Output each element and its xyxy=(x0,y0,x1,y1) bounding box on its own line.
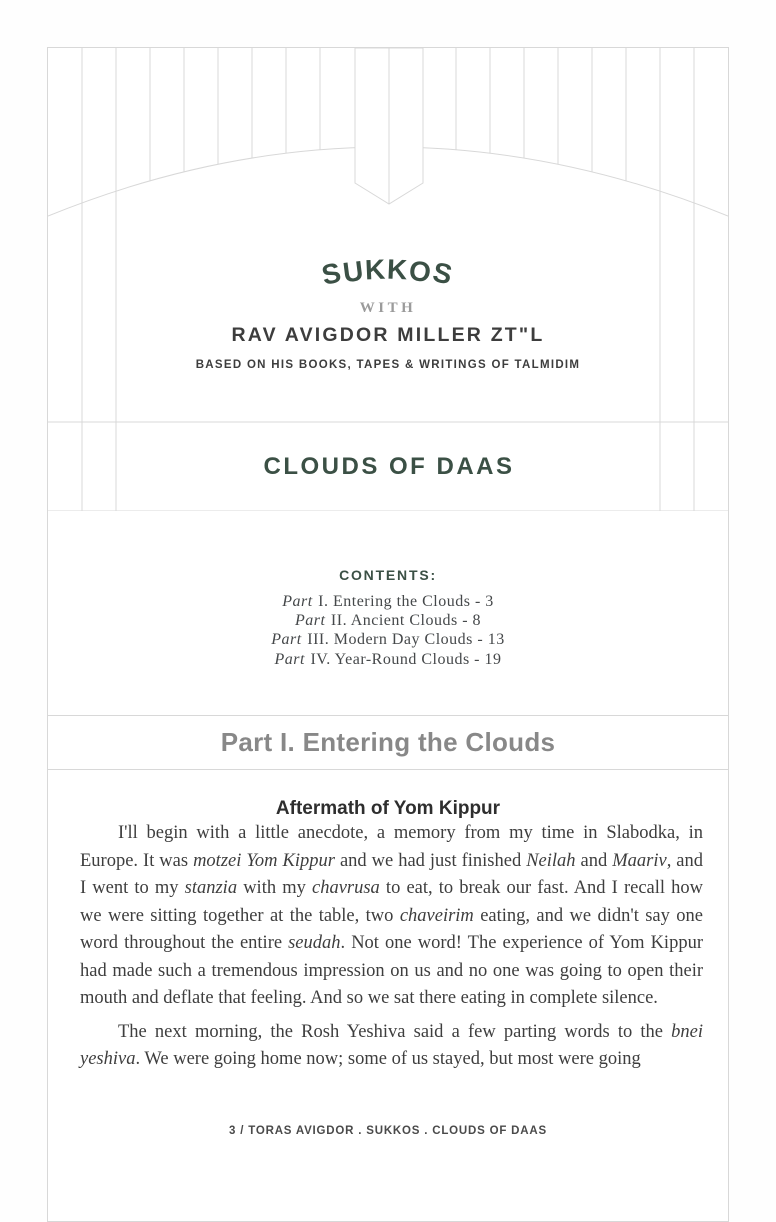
contents-section xyxy=(48,567,728,669)
masthead-tagline: BASED ON HIS BOOKS, TAPES & WRITINGS OF TALMIDIM xyxy=(195,359,581,371)
contents-list xyxy=(48,592,728,669)
article-subheading: Aftermath of Yom Kippur xyxy=(275,798,501,819)
with-label: WITH xyxy=(359,300,417,316)
article-body xyxy=(80,820,703,1080)
contents-heading: CONTENTS: xyxy=(339,567,437,583)
contents-item: Part IV. Year-Round Clouds - 19 xyxy=(274,650,502,668)
contents-item: Part III. Modern Day Clouds - 13 xyxy=(271,631,505,649)
page-footer: 3 / TORAS AVIGDOR . SUKKOS . CLOUDS OF DAAS xyxy=(229,1125,547,1137)
issue-title: CLOUDS OF DAAS xyxy=(263,452,515,480)
body-paragraph: I'll begin with a little anecdote, a memory from my time in Slabodka, in Europe. It was motzei Yom Kippur and we had just finished Neilah and Maariv, and I went to my stanzia with my chavrusa to eat, to break our fast. And I recall how we were sitting together at the table, two chaveirim eating, and we didn't say one word throughout the entire seudah. Not one word! The experience of Yom Kippur had made such a tremendous impression on us and no one was going to open their mouth and deflate that feeling. And so we sat there eating in complete silence. xyxy=(80,823,704,1008)
body-paragraph: The next morning, the Rosh Yeshiva said a few parting words to the bnei yeshiva. We were going home now; some of us stayed, but most were going xyxy=(80,1021,703,1069)
section-heading: Part I. Entering the Clouds xyxy=(220,727,556,757)
issue-title-band xyxy=(116,422,662,511)
author-name: RAV AVIGDOR MILLER ZT"L xyxy=(231,324,545,346)
contents-item: Part I. Entering the Clouds - 3 xyxy=(282,593,494,610)
series-title: SUKKOS xyxy=(318,253,458,291)
contents-item: Part II. Ancient Clouds - 8 xyxy=(294,612,482,630)
section-heading-band xyxy=(48,715,728,770)
newsletter-cover-card xyxy=(47,47,729,1222)
